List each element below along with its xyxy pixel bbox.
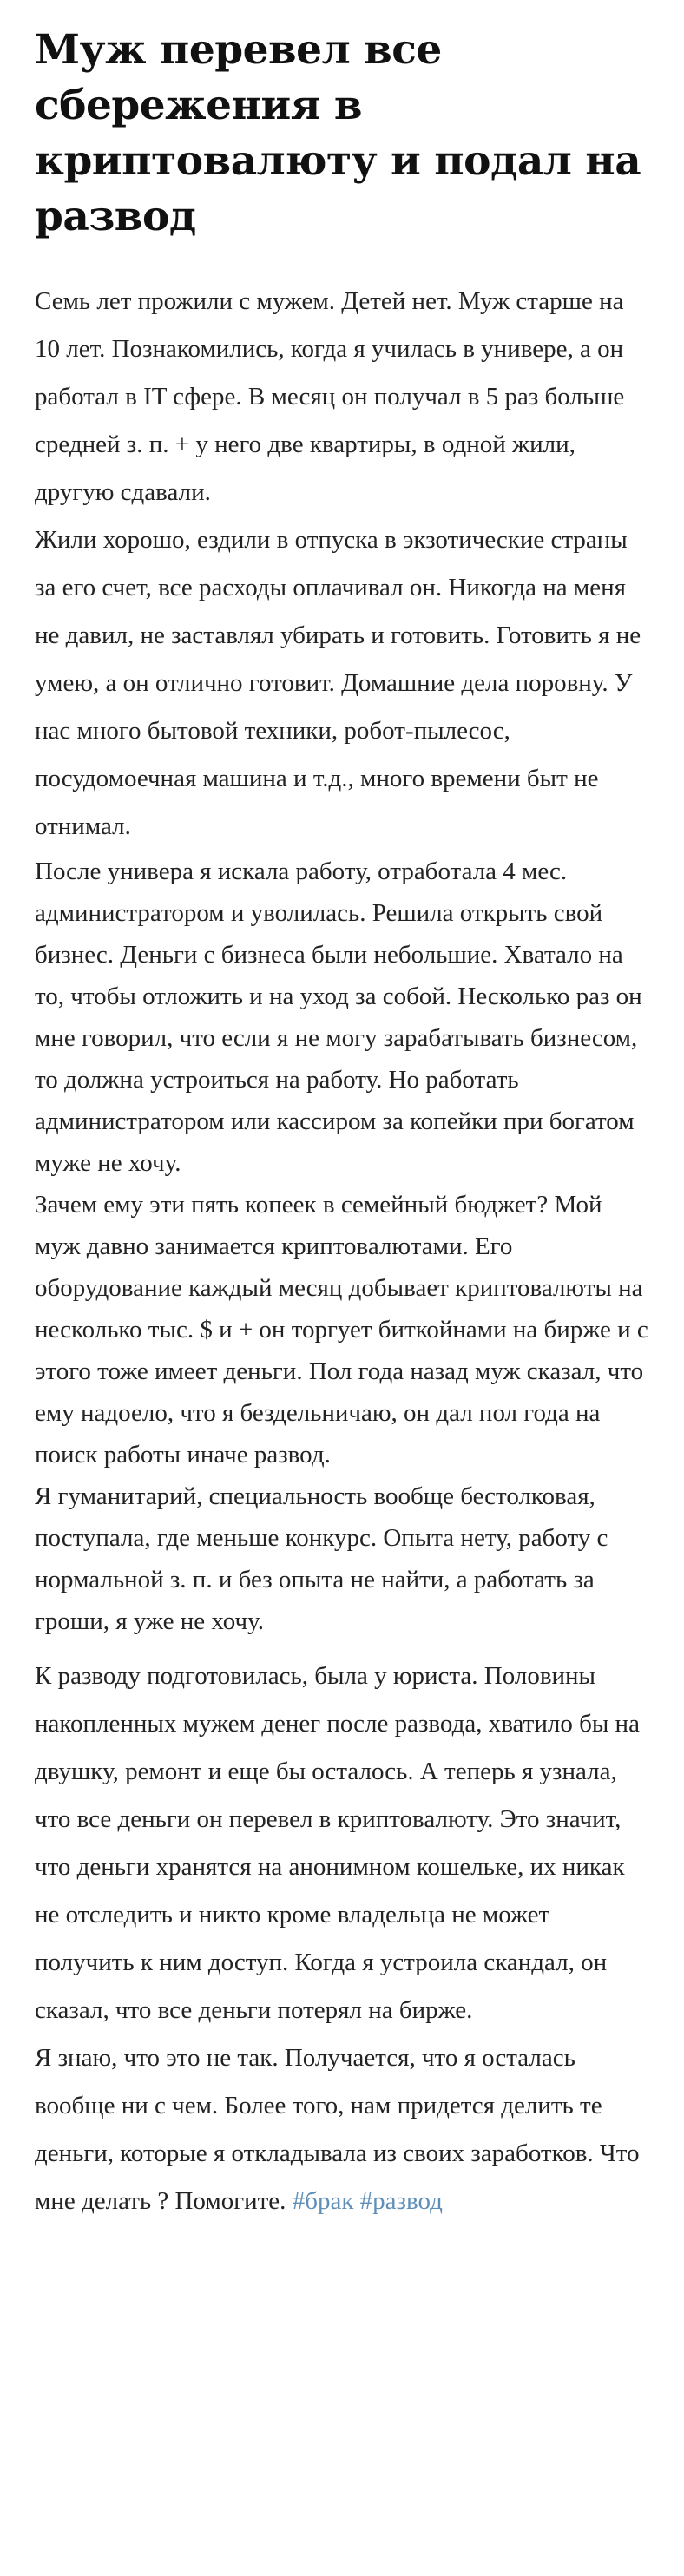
article-paragraph: Я гуманитарий, специальность вообще бестолковая, поступала, где меньше конкурс. Опыта нету, работу с нормальной з. п. и без опыта не найти, а работать за гроши, я уже не хочу. [35,1482,608,1635]
article-paragraph: К разводу подготовилась, была у юриста. Половины накопленных мужем денег после развода, хватило бы на двушку, ремонт и еще бы осталось. А теперь я узнала, что все деньги он перевел в криптовалюту. Это значит, что деньги хранятся на анонимном кошельке, их никак не отследить и никто кроме владельца не может получить к ним доступ. Когда я устроила скандал, он сказал, что все деньги потерял на бирже. [35,1662,640,2024]
article-paragraph: Жили хорошо, ездили в отпуска в экзотические страны за его счет, все расходы оплачивал он. Никогда на меня не давил, не заставлял убирать и готовить. Готовить я не умею, а он отлично готовит. Домашние дела поровну. У нас много бытовой техники, робот-пылесос, посудомоечная машина и т.д., много времени быт не отнимал. [35,526,641,840]
hashtag-link[interactable]: #развод [359,2187,443,2215]
article-paragraph: После универа я искала работу, отработала 4 мес. администратором и уволилась. Решила открыть свой бизнес. Деньги с бизнеса были небольшие. Хватало на то, чтобы отложить и на уход за собой. Несколько раз он мне говорил, что если я не могу зарабатывать бизнесом, то должна устроиться на работу. Но работать администратором или кассиром за копейки при богатом муже не хочу. [35,858,642,1177]
article-last-paragraph [35,2034,653,2225]
article-paragraph: Семь лет прожили с мужем. Детей нет. Муж старше на 10 лет. Познакомились, когда я училась в универе, а он работал в IT сфере. В месяц он получал в 5 раз больше средней з. п. + у него две квартиры, в одной жили, другую сдавали. [35,287,625,506]
article-paragraph: Зачем ему эти пять копеек в семейный бюджет? Мой муж давно занимается криптовалютами. Его оборудование каждый месяц добывает криптовалюты на несколько тыс. $ и + он торгует биткойнами на бирже и с этого тоже имеет деньги. Пол года назад муж сказал, что ему надоело, что я бездельничаю, он дал пол года на поиск работы иначе развод. [35,1191,648,1469]
hashtag-link[interactable]: #брак [292,2187,354,2215]
article-paragraph: Я знаю, что это не так. Получается, что я осталась вообще ни с чем. Более того, нам придется делить те деньги, которые я откладывала из своих заработков. Что мне делать ? Помогите. [35,2044,640,2215]
article [35,23,653,2225]
article-body [35,278,653,2225]
article-title: Муж перевел все сбережения в криптовалюту и подал на развод [35,26,641,240]
